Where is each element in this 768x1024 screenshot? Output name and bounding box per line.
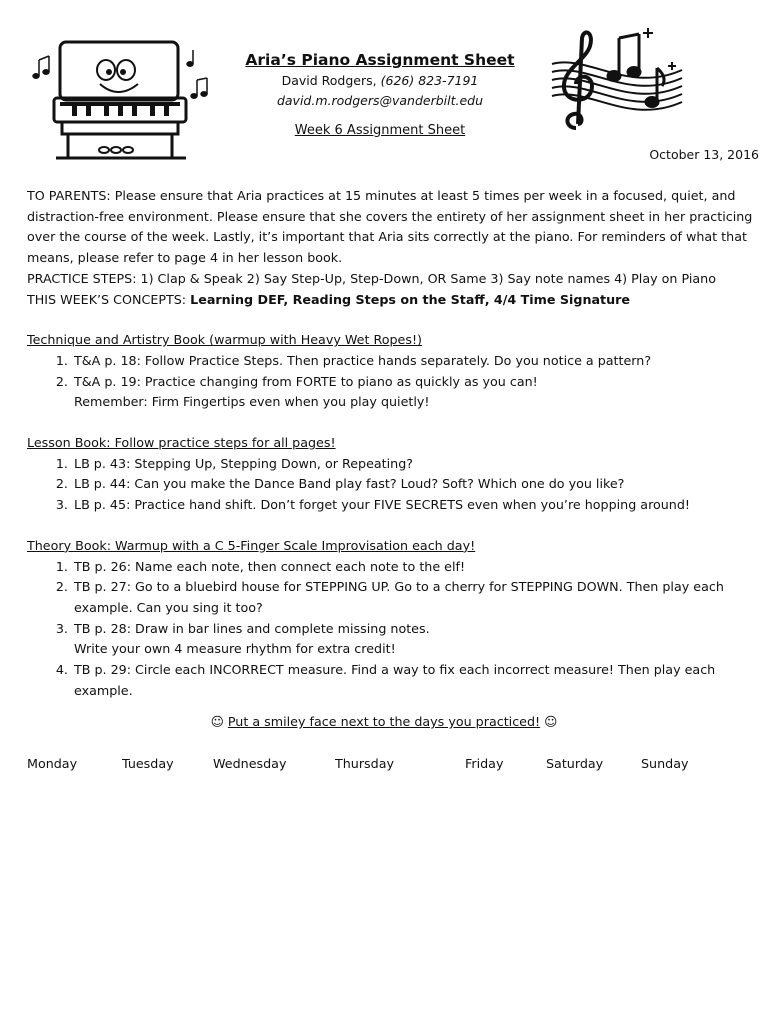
teacher-email: david.m.rodgers@vanderbilt.edu: [276, 93, 484, 108]
assignment-body: [27, 186, 753, 701]
list-item: [72, 495, 753, 516]
concepts-label: THIS WEEK’S CONCEPTS:: [27, 291, 187, 307]
list-item: [72, 557, 753, 578]
list-item: [72, 351, 753, 372]
list-item-text: T&A p. 18: Follow Practice Steps. Then practice hands separately. Do you notice a pattern?: [74, 352, 652, 368]
date: October 13, 2016: [649, 147, 759, 162]
list-item-text: TB p. 27: Go to a bluebird house for STEPPING UP. Go to a cherry for STEPPING DOWN. Then play each example. Can you sing it too?: [74, 579, 724, 615]
list-item-text: TB p. 29: Circle each INCORRECT measure. Find a way to fix each incorrect measure! Then play each example.: [74, 662, 716, 698]
technique-section: [27, 330, 753, 413]
theory-section: [27, 536, 753, 702]
list-item-text: TB p. 26: Name each note, then connect each note to the elf!: [74, 558, 466, 574]
list-item: [72, 474, 753, 495]
list-item-text: T&A p. 19: Practice changing from FORTE to piano as quickly as you can!: [74, 373, 538, 389]
list-item-note: Write your own 4 measure rhythm for extra credit!: [74, 641, 396, 657]
lesson-list: [27, 454, 753, 516]
section-heading: Theory Book: Warmup with a C 5-Finger Scale Improvisation each day!: [27, 537, 476, 553]
list-item-text: LB p. 44: Can you make the Dance Band play fast? Loud? Soft? Which one do you like?: [74, 476, 625, 492]
header: [220, 50, 540, 140]
page-title: Aria’s Piano Assignment Sheet: [245, 51, 515, 69]
list-item: [72, 372, 753, 413]
teacher-phone: (626) 823-7191: [380, 73, 479, 88]
list-item: [72, 577, 753, 618]
theory-list: [27, 557, 753, 702]
smiley-icon: ☺: [544, 714, 558, 729]
practice-steps: PRACTICE STEPS: 1) Clap & Speak 2) Say Step-Up, Step-Down, OR Same 3) Say note names 4) Play on Piano: [27, 270, 716, 286]
list-item-text: TB p. 28: Draw in bar lines and complete missing notes.: [74, 620, 430, 636]
technique-list: [27, 351, 753, 413]
smiley-instruction: [0, 714, 768, 729]
teacher-contact: [220, 70, 540, 91]
days-row: [0, 756, 768, 776]
teacher-name: David Rodgers,: [281, 73, 377, 88]
list-item: [72, 660, 753, 701]
parents-paragraph: TO PARENTS: Please ensure that Aria practices at 15 minutes at least 5 times per week in a focused, quiet, and distraction-free environment. Please ensure that she covers the entirety of her assignment sheet in her practicing over the course of the week. Lastly, it’s important that Aria sits correctly at the piano. For reminders of what that means, please refer to page 4 in her lesson book.: [27, 188, 753, 266]
day-friday: Friday: [465, 756, 504, 771]
smiley-text: Put a smiley face next to the days you practiced!: [227, 714, 541, 729]
music-staff-illustration: [548, 24, 686, 136]
section-heading: Lesson Book: Follow practice steps for all pages!: [27, 435, 336, 451]
section-heading: Technique and Artistry Book (warmup with Heavy Wet Ropes!): [27, 332, 422, 348]
day-sunday: Sunday: [641, 756, 689, 771]
day-tuesday: Tuesday: [122, 756, 174, 771]
day-saturday: Saturday: [546, 756, 604, 771]
smiley-icon: ☺: [210, 714, 224, 729]
list-item-note: Remember: Firm Fingertips even when you play quietly!: [74, 394, 430, 410]
list-item: [72, 454, 753, 475]
week-label: Week 6 Assignment Sheet: [294, 123, 466, 138]
list-item: [72, 619, 753, 660]
concepts-line: [27, 290, 753, 311]
lesson-section: [27, 433, 753, 516]
list-item-text: LB p. 45: Practice hand shift. Don’t forget your FIVE SECRETS even when you’re hopping around!: [74, 497, 690, 513]
day-monday: Monday: [27, 756, 78, 771]
piano-illustration: [26, 34, 216, 166]
concepts-value: Learning DEF, Reading Steps on the Staff, 4/4 Time Signature: [190, 291, 631, 307]
day-thursday: Thursday: [335, 756, 394, 771]
list-item-text: LB p. 43: Stepping Up, Stepping Down, or Repeating?: [74, 455, 414, 471]
day-wednesday: Wednesday: [213, 756, 287, 771]
